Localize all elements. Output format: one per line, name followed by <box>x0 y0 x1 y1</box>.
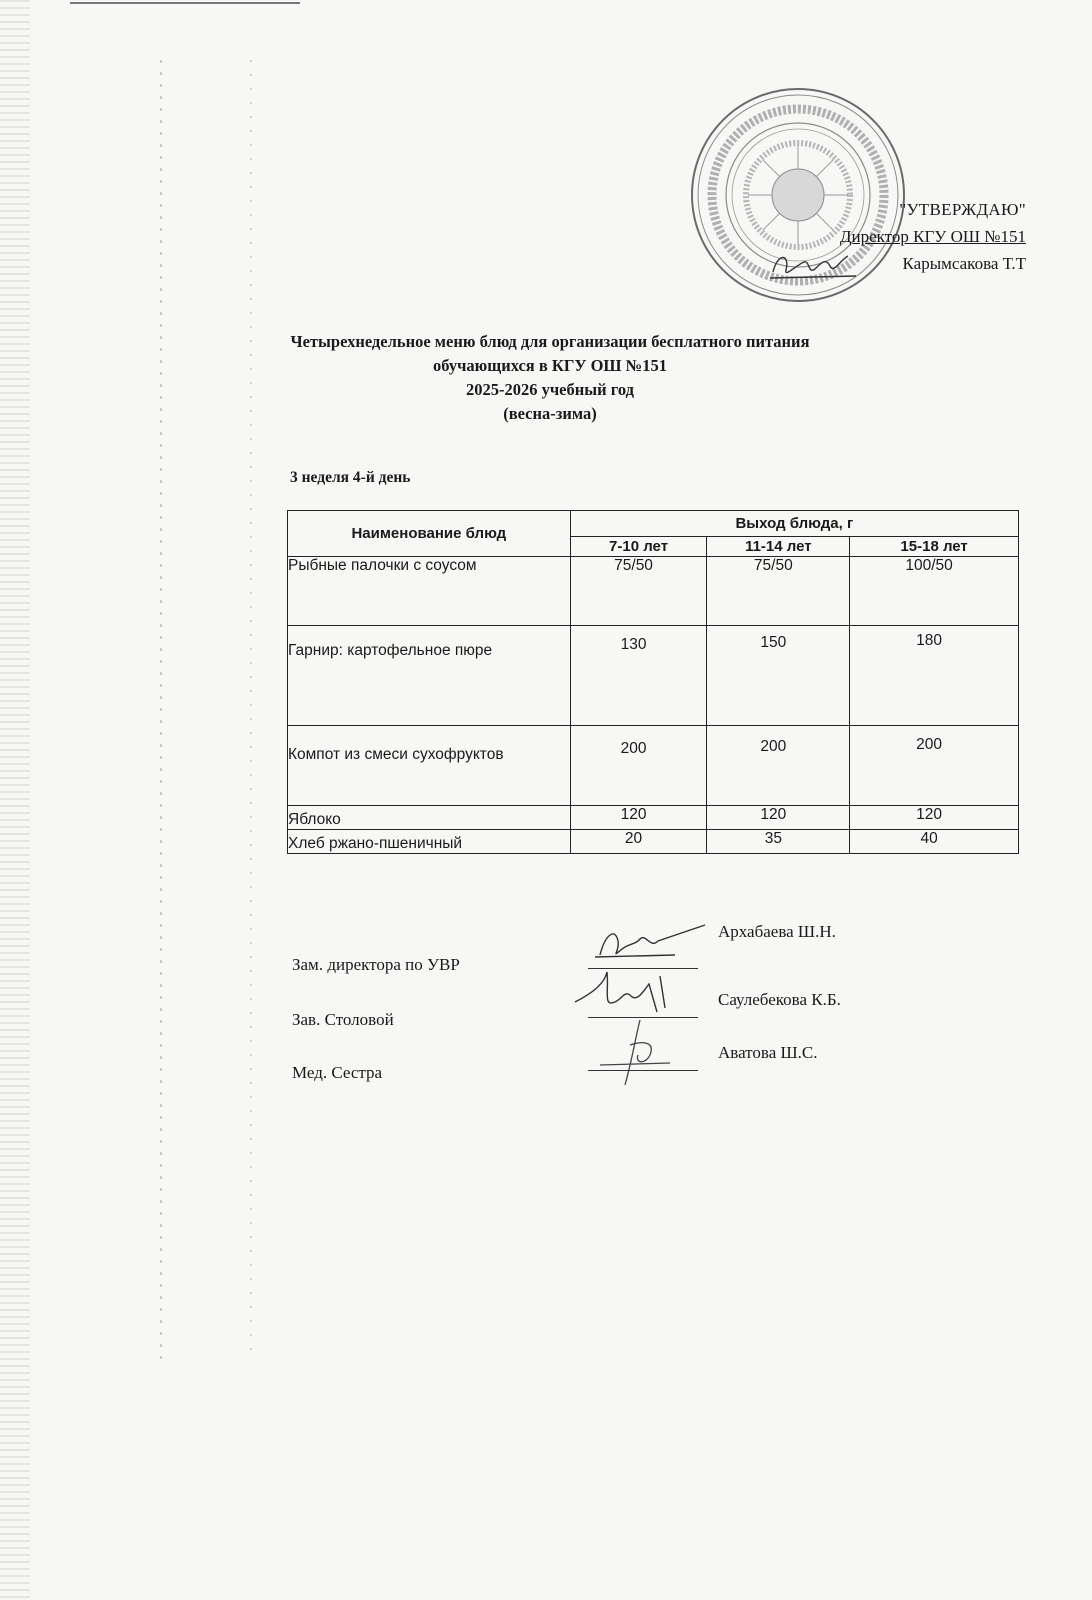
dish-value: 150 <box>760 634 787 651</box>
header-age-group: 15-18 лет <box>850 537 1019 557</box>
scan-noise-line <box>160 60 162 1360</box>
dish-value: 35 <box>764 830 782 847</box>
dish-value: 130 <box>620 636 647 653</box>
table-row <box>288 626 1019 726</box>
dish-name: Рыбные палочки с соусом <box>288 557 571 626</box>
approval-block <box>840 196 1026 277</box>
signature-role: Зам. директора по УВР <box>292 955 460 974</box>
approval-position: Директор КГУ ОШ №151 <box>839 227 1026 246</box>
dish-value: 120 <box>760 806 787 823</box>
dish-value: 200 <box>916 736 943 753</box>
scan-noise-line <box>250 60 252 1360</box>
dish-value: 120 <box>620 806 647 823</box>
header-output: Выход блюда, г <box>570 511 1018 537</box>
table-row <box>288 806 1019 830</box>
dish-name: Компот из смеси сухофруктов <box>288 726 571 806</box>
menu-table <box>287 510 1019 854</box>
signature-name: Архабаева Ш.Н. <box>718 922 836 941</box>
table-row <box>288 726 1019 806</box>
signature-mark <box>565 962 695 1022</box>
scan-noise-left <box>0 0 30 1600</box>
title-line: (весна-зима) <box>503 404 597 423</box>
title-line: обучающихся в КГУ ОШ №151 <box>432 356 667 375</box>
table-row <box>288 557 1019 626</box>
dish-value: 200 <box>760 738 787 755</box>
dish-value: 75/50 <box>614 557 653 574</box>
dish-value: 75/50 <box>753 557 793 574</box>
dish-name: Хлеб ржано-пшеничный <box>288 830 571 854</box>
dish-name: Гарнир: картофельное пюре <box>288 626 571 726</box>
dish-value: 180 <box>916 632 943 649</box>
signature-name: Саулебекова К.Б. <box>718 990 841 1009</box>
top-rule <box>70 2 300 4</box>
dish-value: 20 <box>624 830 643 847</box>
approval-name: Карымсакова Т.Т <box>902 254 1026 273</box>
week-day-label: 3 неделя 4-й день <box>290 469 411 486</box>
title-line: 2025-2026 учебный год <box>466 380 634 399</box>
approval-title: "УТВЕРЖДАЮ" <box>899 200 1026 219</box>
dish-value: 120 <box>916 806 943 823</box>
dish-value: 40 <box>920 830 938 847</box>
header-age-group: 11-14 лет <box>707 537 850 557</box>
dish-value: 100/50 <box>905 557 953 574</box>
signature-role: Мед. Сестра <box>292 1063 383 1082</box>
document-title <box>280 330 820 426</box>
dish-name: Яблоко <box>288 806 571 830</box>
dish-value: 200 <box>620 740 647 757</box>
signature-name: Аватова Ш.С. <box>718 1043 818 1062</box>
director-signature <box>768 242 858 287</box>
signature-role: Зав. Столовой <box>292 1010 394 1029</box>
table-row <box>288 830 1019 854</box>
header-dish-name: Наименование блюд <box>288 511 571 557</box>
signature-mark <box>590 1015 690 1095</box>
header-age-group: 7-10 лет <box>570 537 707 557</box>
title-line: Четырехнедельное меню блюд для организации бесплатного питания <box>290 332 810 351</box>
